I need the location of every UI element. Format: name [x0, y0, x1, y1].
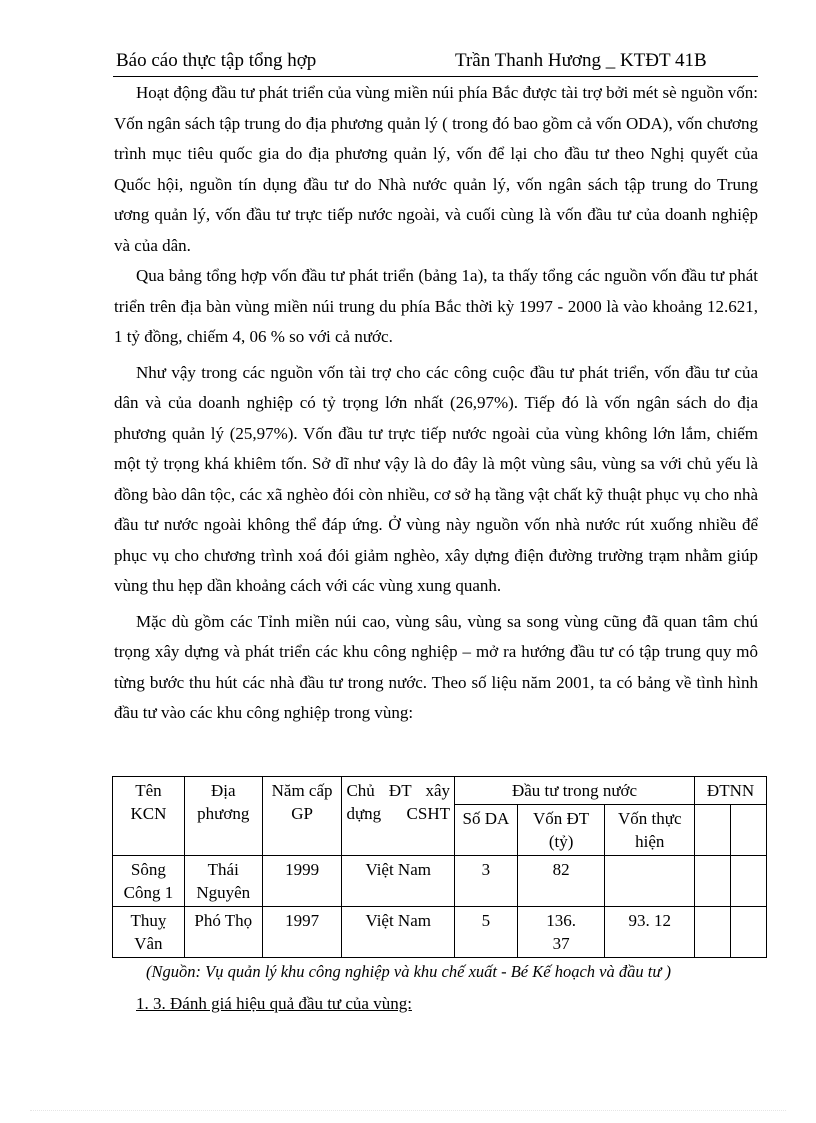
header-von-dt: Vốn ĐT (tỷ): [517, 805, 605, 856]
paragraph-capital-shares: Như vậy trong các nguồn vốn tài trợ cho các công cuộc đầu tư phát triển, vốn đầu tư của dân và của doanh nghiệp có tỷ trọng lớn nhất (26,97%). Tiếp đó là vốn ngân sách do địa phương quản lý (25,97%). Vốn đầu tư trực tiếp nước ngoài của vùng không lớn lắm, chiếm một tỷ trọng khá khiêm tốn. Sở dĩ như vậy là do đây là một vùng sâu, vùng sa với chủ yếu là đồng bào dân tộc, các xã nghèo đói còn nhiều, cơ sở hạ tầng vật chất kỹ thuật phục vụ cho nhà đầu tư nước ngoài không thể đáp ứng. Ở vùng này nguồn vốn nhà nước rút xuống nhiều để phục vụ cho chương trình xoá đói giảm nghèo, xây dựng điện đường trường trạm nhằm giúp vùng thu hẹp dần khoảng cách với các vùng xung quanh.: [114, 362, 758, 595]
table-header-row: [113, 777, 767, 805]
paragraph-industrial-zones: Mặc dù gồm các Tỉnh miền núi cao, vùng sâu, vùng sa song vùng cũng đã quan tâm chú trọng xây dựng và phát triển các khu công nghiệp – mở ra hướng đầu tư có tập trung quy mô từng bước thu hút các nhà đầu tư trong nước. Theo số liệu năm 2001, ta có bảng về tình hình đầu tư vào các khu công nghiệp trong vùng:: [114, 611, 758, 722]
paragraph-total-capital: Qua bảng tổng hợp vốn đầu tư phát triển (bảng 1a), ta thấy tổng các nguồn vốn đầu tư phát triển trên địa bàn vùng miền núi trung du phía Bắc thời kỳ 1997 - 2000 là vào khoảng 12.621, 1 tỷ đồng, chiếm 4, 06 % so với cả nước.: [114, 266, 758, 346]
paragraph-funding-sources: Hoạt động đầu tư phát triển của vùng miền núi phía Bắc được tài trợ bởi mét sè nguồn vốn: Vốn ngân sách tập trung do địa phương quản lý ( trong đó bao gồm cả vốn ODA), vốn chương trình mục tiêu quốc gia do địa phương quản lý, vốn để lại cho đầu tư theo Nghị quyết của Quốc hội, nguồn tín dụng đầu tư do Nhà nước quản lý, vốn ngân sách tập trung do Trung ương quản lý, vốn đầu tư trực tiếp nước ngoài, và cuối cùng là vốn đầu tư của doanh nghiệp và của dân.: [114, 83, 758, 255]
header-nam-cap-gp: Năm cấp GP: [262, 777, 342, 856]
cell-ten: Sông Công 1: [113, 856, 185, 907]
header-so-da: Số DA: [455, 805, 518, 856]
industrial-zone-table: [112, 776, 767, 958]
cell-von-dt: 82: [517, 856, 605, 907]
cell-dia-phuong: Phó Thọ: [184, 907, 262, 958]
table-row: [113, 856, 767, 907]
cell-dia-phuong: Thái Nguyên: [184, 856, 262, 907]
section-title: 1. 3. Đánh giá hiệu quả đầu tư của vùng:: [136, 994, 412, 1013]
header-report-title: Báo cáo thực tập tổng hợp: [116, 50, 317, 71]
header-dtnn: ĐTNN: [695, 777, 767, 805]
header-author: Trần Thanh Hương _ KTĐT 41B: [455, 50, 707, 71]
cell-dtnn-2: [731, 907, 767, 958]
cell-nam: 1997: [262, 907, 342, 958]
header-dia-phuong: Địa phương: [184, 777, 262, 856]
cell-von-thuc-hien: 93. 12: [605, 907, 695, 958]
cell-von-dt: 136. 37: [517, 907, 605, 958]
header-von-thuc-hien: Vốn thực hiện: [605, 805, 695, 856]
cell-dtnn-1: [695, 856, 731, 907]
cell-dtnn-1: [695, 907, 731, 958]
header-dau-tu-trong-nuoc: Đầu tư trong nước: [455, 777, 695, 805]
header-ten-kcn: Tên KCN: [113, 777, 185, 856]
cell-dtnn-2: [731, 856, 767, 907]
cell-chu-dt: Việt Nam: [342, 907, 455, 958]
cell-so-da: 3: [455, 856, 518, 907]
cell-so-da: 5: [455, 907, 518, 958]
cell-ten: Thuỵ Vân: [113, 907, 185, 958]
body-text: [114, 78, 758, 729]
header-dtnn-col1: [695, 805, 731, 856]
header-dtnn-col2: [731, 805, 767, 856]
footer-divider: [30, 1110, 786, 1111]
table-source-note: (Nguồn: Vụ quản lý khu công nghiệp và khu chế xuất - Bé Kế hoạch và đầu tư ): [146, 962, 671, 981]
page-header: [113, 46, 758, 77]
cell-chu-dt: Việt Nam: [342, 856, 455, 907]
table-row: [113, 907, 767, 958]
header-chu-dt: Chủ ĐT xây dựng CSHT: [342, 777, 455, 856]
cell-nam: 1999: [262, 856, 342, 907]
cell-von-thuc-hien: [605, 856, 695, 907]
